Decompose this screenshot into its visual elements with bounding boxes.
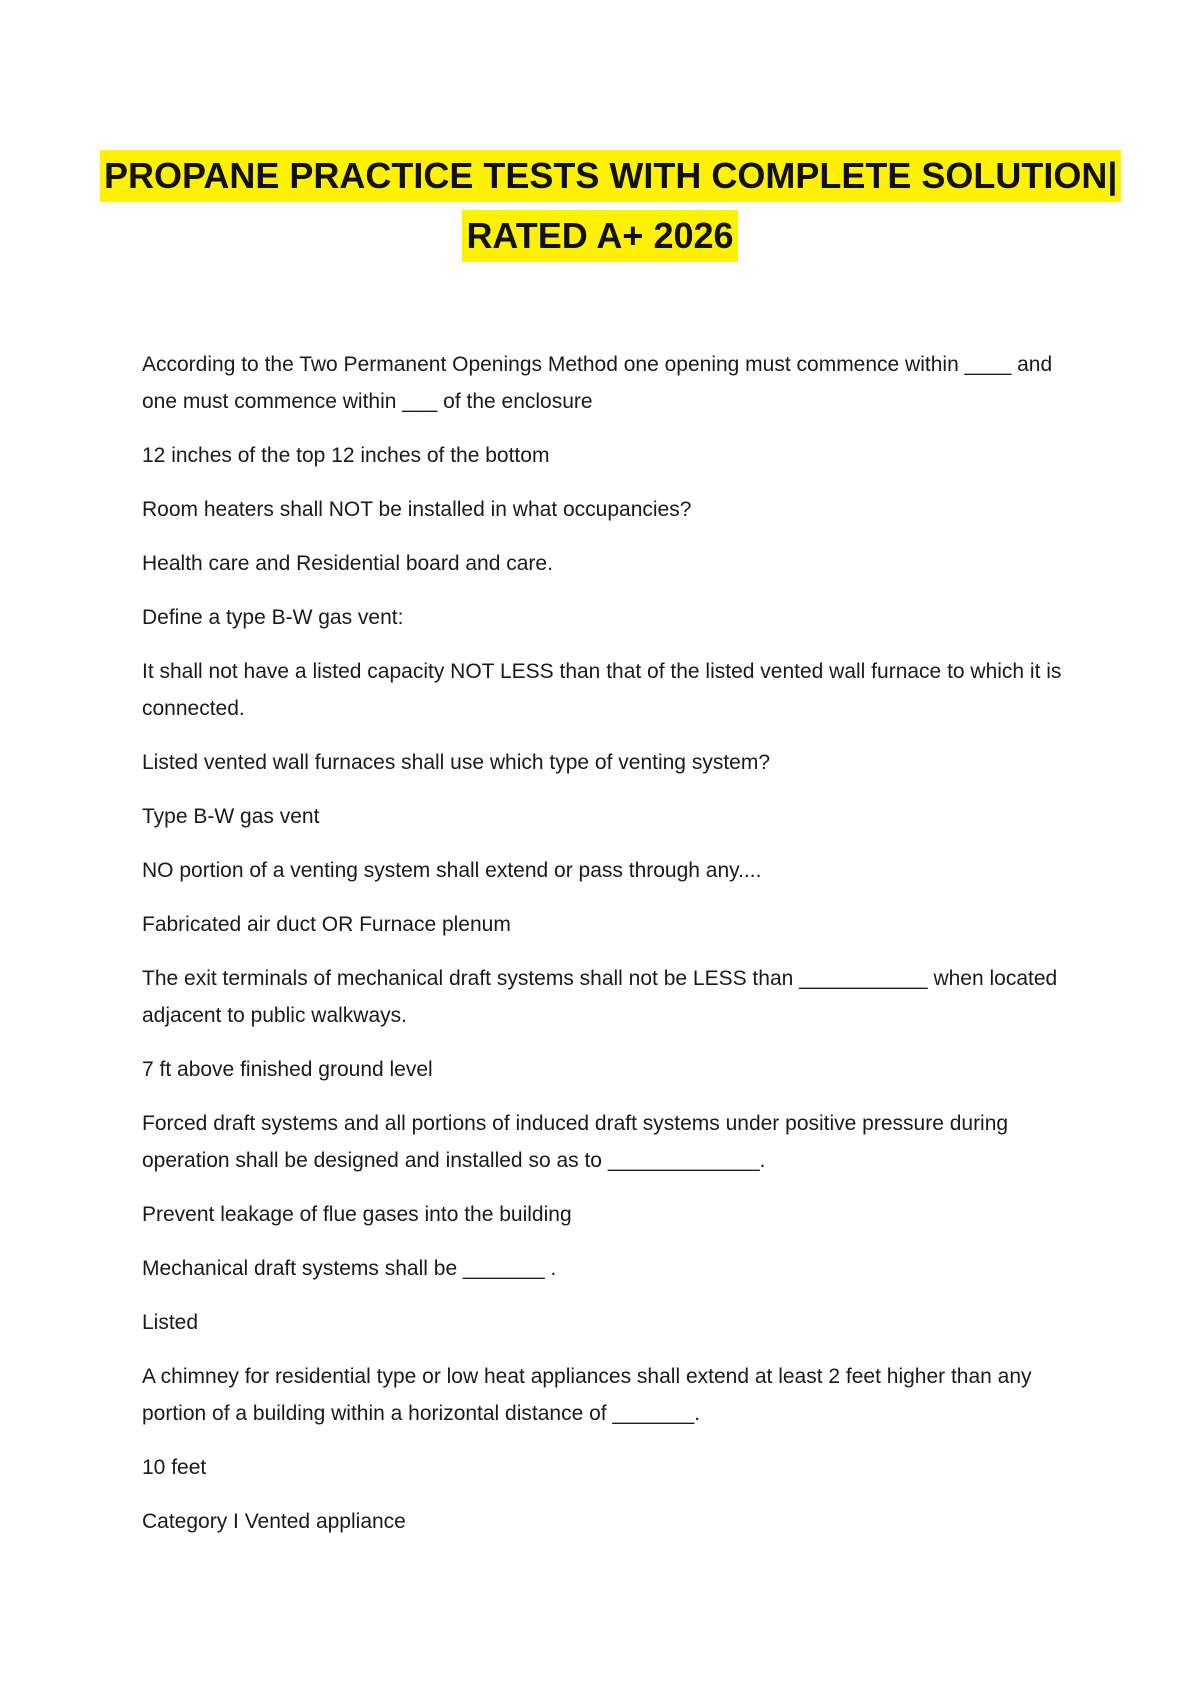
answer-2: Health care and Residential board and care.: [142, 552, 553, 575]
title-line-1: PROPANE PRACTICE TESTS WITH COMPLETE SOLUTION|: [100, 150, 1121, 202]
answer-1: 12 inches of the top 12 inches of the bottom: [142, 444, 550, 467]
question-9: A chimney for residential type or low heat appliances shall extend at least 2 feet higher than any portion of a building within a horizontal distance of _______.: [142, 1365, 1032, 1425]
answer-3: It shall not have a listed capacity NOT LESS than that of the listed vented wall furnace to which it is connected.: [142, 660, 1062, 720]
answer-5: Fabricated air duct OR Furnace plenum: [142, 913, 511, 936]
title-line-2: RATED A+ 2026: [462, 210, 737, 262]
answer-4: Type B-W gas vent: [142, 805, 320, 828]
question-1: According to the Two Permanent Openings Method one opening must commence within ____ and one must commence within ___ of the enclosure: [142, 353, 1053, 413]
question-2: Room heaters shall NOT be installed in what occupancies?: [142, 498, 692, 521]
question-4: Listed vented wall furnaces shall use which type of venting system?: [142, 751, 771, 774]
question-6: The exit terminals of mechanical draft systems shall not be LESS than ___________ when located adjacent to public walkways.: [142, 967, 1058, 1027]
question-10: Category I Vented appliance: [142, 1510, 406, 1533]
answer-7: Prevent leakage of flue gases into the building: [142, 1203, 572, 1226]
question-8: Mechanical draft systems shall be _______ .: [142, 1257, 557, 1280]
answer-6: 7 ft above finished ground level: [142, 1058, 433, 1081]
question-7: Forced draft systems and all portions of induced draft systems under positive pressure during operation shall be designed and installed so as to _____________.: [142, 1112, 1009, 1172]
question-3: Define a type B-W gas vent:: [142, 606, 404, 629]
question-5: NO portion of a venting system shall extend or pass through any....: [142, 859, 762, 882]
document-title: [100, 150, 1118, 270]
question-answer-list: [142, 346, 1072, 1557]
answer-9: 10 feet: [142, 1456, 207, 1479]
answer-8: Listed: [142, 1311, 199, 1334]
